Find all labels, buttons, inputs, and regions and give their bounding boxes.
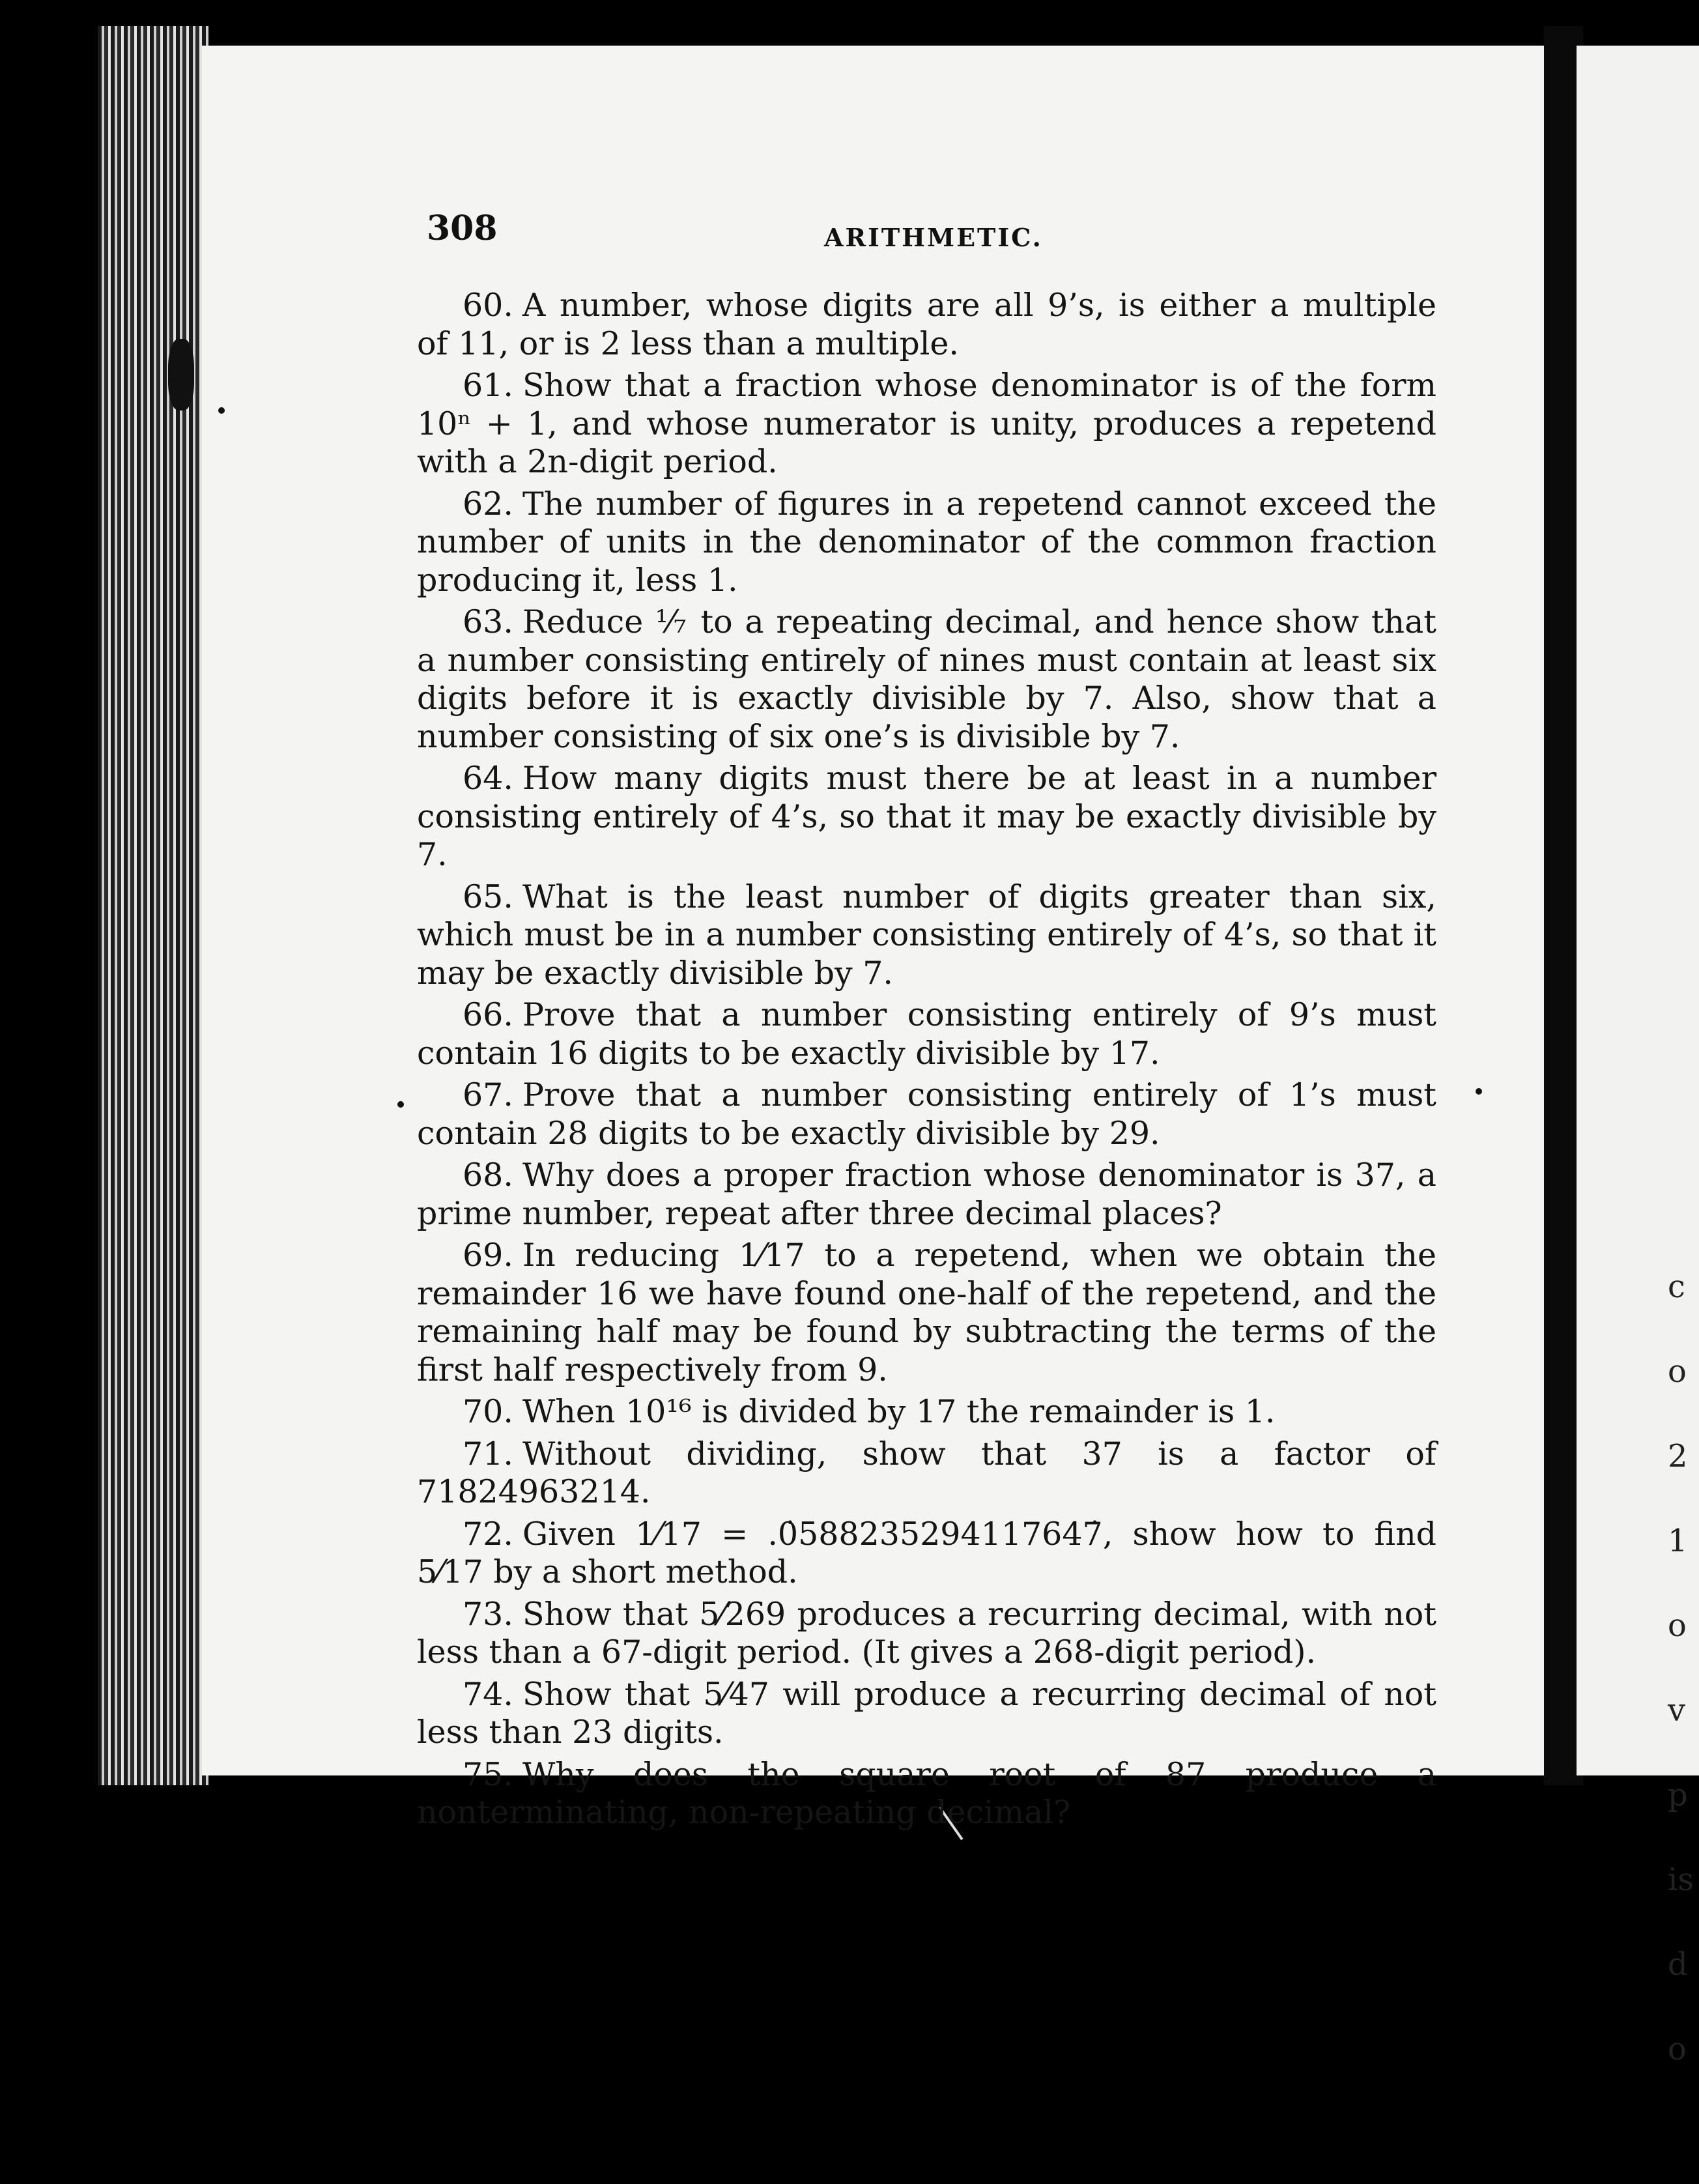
problem-69: 69. In reducing 1⁄17 to a repetend, when we obtain the remainder 16 we have found one-half of the repetend, and the remaining half may be found by subtracting the terms of the first half respectively from 9. (417, 1237, 1436, 1388)
problem-60: 60. A number, whose digits are all 9’s, is either a multiple of 11, or is 2 less than a multiple. (417, 287, 1436, 362)
fragment-char: c (1668, 1269, 1685, 1305)
page-header (427, 208, 1423, 261)
fragment-char: is (1668, 1861, 1694, 1898)
problem-63: 63. Reduce ⅐ to a repeating decimal, and hence show that a number consisting entirely of nines must contain at least six digits before it is exactly divisible by 7. Also, show that a number consisting of six one’s is divisible by 7. (417, 603, 1436, 755)
fragment-char: v (1668, 1692, 1686, 1729)
problem-61: 61. Show that a fraction whose denominator is of the form 10ⁿ + 1, and whose numerator is unity, produces a repetend with a 2n-digit period. (417, 367, 1436, 480)
speck (218, 407, 225, 414)
running-title: ARITHMETIC. (824, 223, 1043, 252)
fragment-char: 1 (1668, 1523, 1688, 1559)
problem-73: 73. Show that 5⁄269 produces a recurring decimal, with not less than a 67-digit period. (It gives a 268-digit period). (417, 1595, 1436, 1671)
problem-70: 70. When 10¹⁶ is divided by 17 the remainder is 1. (463, 1393, 1276, 1430)
fragment-char: 2 (1668, 1438, 1688, 1474)
problem-66: 66. Prove that a number consisting entirely of 9’s must contain 16 digits to be exactly divisible by 17. (417, 996, 1436, 1072)
problem-65: 65. What is the least number of digits greater than six, which must be in a number consisting entirely of 4’s, so that it may be exactly divisible by 7. (417, 878, 1436, 992)
problem-68: 68. Why does a proper fraction whose denominator is 37, a prime number, repeat after three decimal places? (417, 1157, 1436, 1232)
problem-74: 74. Show that 5⁄47 will produce a recurring decimal of not less than 23 digits. (417, 1675, 1436, 1751)
problem-67: 67. Prove that a number consisting entirely of 1’s must contain 28 digits to be exactly divisible by 29. (417, 1076, 1436, 1152)
speck (1476, 1088, 1482, 1095)
scan-border (0, 1785, 1699, 2184)
fragment-char: d (1668, 1946, 1688, 1983)
problem-64: 64. How many digits must there be at least in a number consisting entirely of 4’s, so that it may be exactly divisible by 7. (417, 760, 1436, 873)
spine-mark (168, 339, 194, 410)
problem-72: 72. Given 1⁄17 = .0̇588235294117647̇, show how to find 5⁄17 by a short method. (417, 1515, 1436, 1590)
fragment-char: p (1668, 1777, 1688, 1813)
problem-71: 71. Without dividing, show that 37 is a factor of 71824963214. (417, 1435, 1436, 1510)
fragment-char: o (1668, 1353, 1687, 1390)
page-number: 308 (427, 208, 498, 248)
fragment-char: o (1668, 1607, 1687, 1644)
speck (397, 1101, 404, 1108)
next-page-fragment (1668, 1244, 1699, 2091)
problem-list (417, 287, 1436, 1832)
book-edge (98, 26, 208, 1792)
fragment-char: o (1668, 2031, 1687, 2067)
problem-75: 75. Why does the square root of 87 produce a nonterminating, non-repeating decimal? (417, 1755, 1436, 1831)
problem-62: 62. The number of figures in a repetend cannot exceed the number of units in the denominator of the common fraction producing it, less 1. (417, 485, 1436, 599)
